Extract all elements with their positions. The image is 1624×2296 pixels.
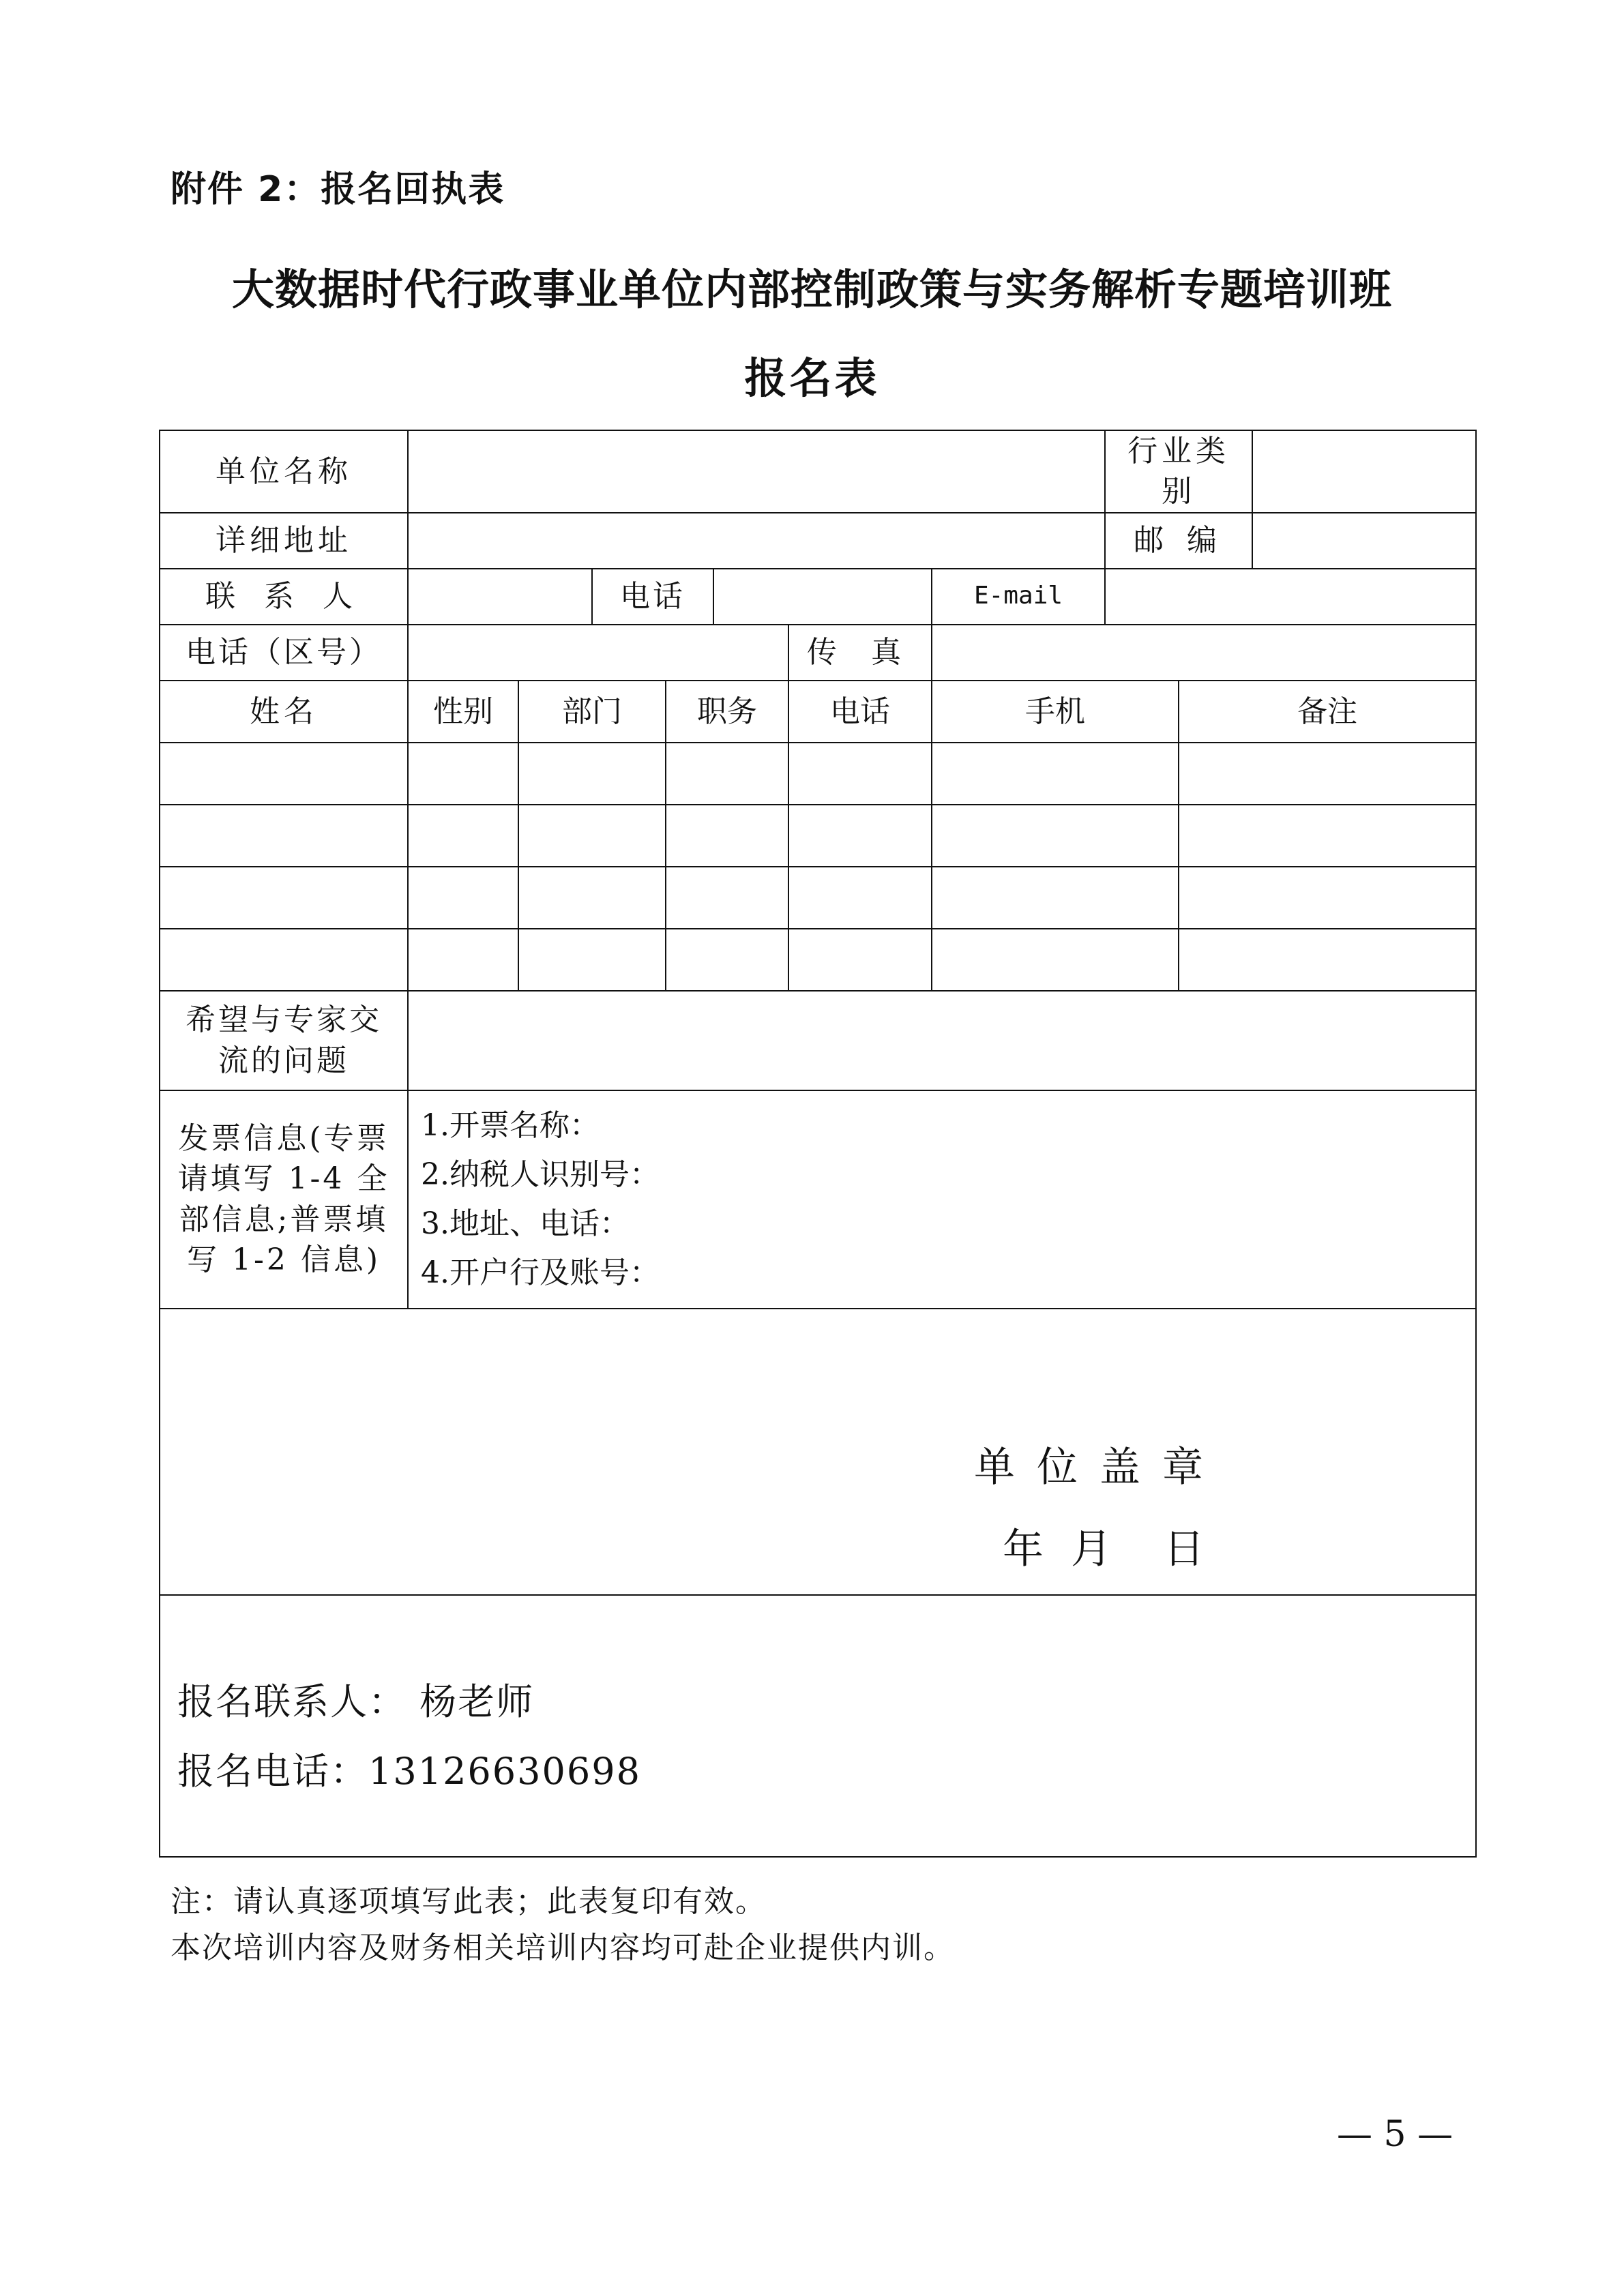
attendee-phone-cell[interactable] bbox=[788, 929, 932, 991]
postcode-label: 邮 编 bbox=[1105, 513, 1252, 569]
row-unit-name bbox=[160, 430, 1476, 513]
col-department: 部门 bbox=[518, 681, 666, 743]
phone-field[interactable] bbox=[713, 569, 932, 625]
attendee-mobile-cell[interactable] bbox=[932, 805, 1179, 867]
unit-name-label: 单位名称 bbox=[160, 430, 408, 513]
attendee-position-cell[interactable] bbox=[666, 743, 788, 805]
col-remarks: 备注 bbox=[1179, 681, 1476, 743]
contact-label: 联 系 人 bbox=[160, 569, 408, 625]
row-expert-questions bbox=[160, 991, 1476, 1090]
form-subtitle: 报名表 bbox=[744, 353, 880, 403]
attendee-remarks-cell[interactable] bbox=[1179, 867, 1476, 929]
email-label: E-mail bbox=[932, 569, 1105, 625]
attendee-position-cell[interactable] bbox=[666, 929, 788, 991]
attendee-remarks-cell[interactable] bbox=[1179, 805, 1476, 867]
attendee-row bbox=[160, 929, 1476, 991]
attendee-header-row bbox=[160, 681, 1476, 743]
col-name: 姓名 bbox=[160, 681, 408, 743]
invoice-field-address-phone: 3.地址、电话： bbox=[421, 1206, 630, 1241]
attendee-name-cell[interactable] bbox=[160, 743, 408, 805]
attendee-phone-cell[interactable] bbox=[788, 867, 932, 929]
attendee-row bbox=[160, 867, 1476, 929]
date-year: 年 bbox=[1003, 1525, 1044, 1573]
expert-questions-field[interactable] bbox=[408, 991, 1476, 1090]
attendee-row bbox=[160, 805, 1476, 867]
attendee-gender-cell[interactable] bbox=[408, 867, 518, 929]
attendee-mobile-cell[interactable] bbox=[932, 867, 1179, 929]
invoice-field-tax-id: 2.纳税人识别号： bbox=[421, 1157, 660, 1192]
date-day: 日 bbox=[1164, 1525, 1205, 1573]
invoice-fields[interactable] bbox=[408, 1090, 1476, 1309]
attendee-department-cell[interactable] bbox=[518, 805, 666, 867]
col-position: 职务 bbox=[666, 681, 788, 743]
attachment-label: 附件 2：报名回执表 bbox=[171, 169, 505, 210]
stamp-area bbox=[160, 1309, 1476, 1595]
fax-field[interactable] bbox=[932, 625, 1476, 681]
attendee-department-cell[interactable] bbox=[518, 743, 666, 805]
registration-contact-person: 报名联系人： 杨老师 bbox=[177, 1680, 535, 1723]
attendee-name-cell[interactable] bbox=[160, 867, 408, 929]
attendee-department-cell[interactable] bbox=[518, 867, 666, 929]
row-area-phone bbox=[160, 625, 1476, 681]
area-phone-field[interactable] bbox=[408, 625, 788, 681]
attendee-gender-cell[interactable] bbox=[408, 805, 518, 867]
invoice-label bbox=[160, 1090, 408, 1309]
date-line bbox=[1003, 1522, 1205, 1577]
attendee-row bbox=[160, 743, 1476, 805]
row-stamp bbox=[160, 1309, 1476, 1595]
industry-field[interactable] bbox=[1252, 430, 1476, 513]
attendee-mobile-cell[interactable] bbox=[932, 743, 1179, 805]
invoice-field-bank-account: 4.开户行及账号： bbox=[421, 1255, 660, 1290]
attendee-phone-cell[interactable] bbox=[788, 805, 932, 867]
attendee-gender-cell[interactable] bbox=[408, 743, 518, 805]
attendee-remarks-cell[interactable] bbox=[1179, 743, 1476, 805]
registration-contact-area bbox=[160, 1595, 1476, 1857]
registration-contact-phone: 报名电话：13126630698 bbox=[177, 1749, 641, 1793]
stamp-text: 单位盖章 bbox=[974, 1443, 1225, 1491]
phone-label: 电话 bbox=[592, 569, 713, 625]
note-line-2: 本次培训内容及财务相关培训内容均可赴企业提供内训。 bbox=[171, 1930, 955, 1965]
attendee-position-cell[interactable] bbox=[666, 805, 788, 867]
date-month: 月 bbox=[1071, 1525, 1112, 1573]
row-contact bbox=[160, 569, 1476, 625]
attendee-phone-cell[interactable] bbox=[788, 743, 932, 805]
area-phone-label: 电话（区号） bbox=[160, 625, 408, 681]
invoice-label-line: 写 1-2 信息) bbox=[187, 1242, 381, 1278]
registration-form-table bbox=[159, 430, 1477, 1858]
attendee-department-cell[interactable] bbox=[518, 929, 666, 991]
expert-label-line: 希望与专家交 bbox=[186, 1002, 382, 1038]
address-label: 详细地址 bbox=[160, 513, 408, 569]
attendee-name-cell[interactable] bbox=[160, 805, 408, 867]
row-registration-contact bbox=[160, 1595, 1476, 1857]
attendee-gender-cell[interactable] bbox=[408, 929, 518, 991]
page-number: — 5 — bbox=[1337, 2114, 1453, 2155]
invoice-field-name: 1.开票名称： bbox=[421, 1107, 600, 1143]
col-gender: 性别 bbox=[408, 681, 518, 743]
form-title: 大数据时代行政事业单位内部控制政策与实务解析专题培训班 bbox=[231, 265, 1392, 314]
expert-label-line: 流的问题 bbox=[218, 1043, 349, 1078]
attendee-remarks-cell[interactable] bbox=[1179, 929, 1476, 991]
invoice-label-line: 请填写 1-4 全 bbox=[177, 1161, 390, 1197]
invoice-label-line: 部信息;普票填 bbox=[179, 1202, 389, 1237]
address-field[interactable] bbox=[408, 513, 1105, 569]
invoice-label-line: 发票信息(专票 bbox=[178, 1121, 389, 1156]
attendee-position-cell[interactable] bbox=[666, 867, 788, 929]
row-address bbox=[160, 513, 1476, 569]
postcode-field[interactable] bbox=[1252, 513, 1476, 569]
attendee-name-cell[interactable] bbox=[160, 929, 408, 991]
fax-label: 传 真 bbox=[788, 625, 932, 681]
expert-questions-label bbox=[160, 991, 408, 1090]
industry-label: 行业类别 bbox=[1105, 430, 1252, 513]
contact-field[interactable] bbox=[408, 569, 592, 625]
col-mobile: 手机 bbox=[932, 681, 1179, 743]
unit-name-field[interactable] bbox=[408, 430, 1105, 513]
note-line-1: 注：请认真逐项填写此表；此表复印有效。 bbox=[171, 1884, 767, 1919]
attendee-mobile-cell[interactable] bbox=[932, 929, 1179, 991]
col-phone: 电话 bbox=[788, 681, 932, 743]
row-invoice bbox=[160, 1090, 1476, 1309]
email-field[interactable] bbox=[1105, 569, 1476, 625]
